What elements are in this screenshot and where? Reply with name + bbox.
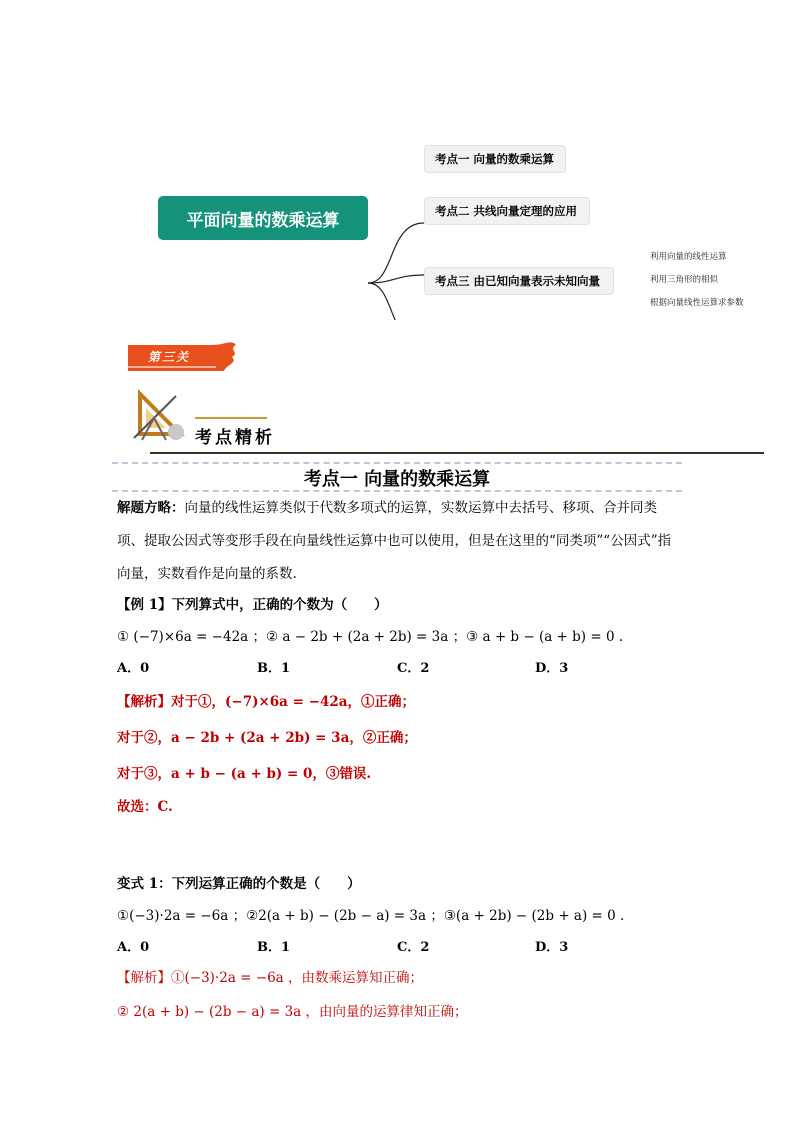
mindmap-branch-3: 考点三 由已知向量表示未知向量 <box>424 267 614 295</box>
variant1-analysis-line-1 <box>117 966 423 986</box>
method-text: 向量的线性运算类似于代数多项式的运算，实数运算中去括号、移项、合并同类项、提取公因式等变形手段在向量线性运算中也可以使用，但是在这里的“同类项”“公因式”指向量，实数看作是向量的系数. <box>117 500 672 582</box>
section-header-accent <box>195 417 267 419</box>
mindmap-branch-2: 考点二 共线向量定理的应用 <box>424 197 590 225</box>
example1-formulas: ① (−7)×6a = −42a ；② a − 2b + (2a + 2b) = 3a ；③ a + b − (a + b) = 0 . <box>117 629 624 645</box>
mindmap-leaf-3: 根据向量线性运算求参数 <box>650 298 744 308</box>
example1-analysis-label: 【解析】 <box>117 694 171 710</box>
variant1-option-b: B．1 <box>257 940 291 955</box>
section-divider <box>150 452 764 454</box>
variant1-formulas: ①(−3)·2a = −6a ；②2(a + b) − (2b − a) = 3a ；③(a + 2b) − (2b + a) = 0 . <box>117 908 625 924</box>
dash-line-top <box>112 462 682 464</box>
example1-answer: 故选：C. <box>117 799 173 815</box>
example1-option-c: C．2 <box>397 661 430 676</box>
variant1-option-d: D．3 <box>535 940 569 955</box>
ruler-compass-icon <box>132 388 192 446</box>
example1-option-d: D．3 <box>535 661 569 676</box>
example1-option-a: A．0 <box>117 661 150 676</box>
variant1-analysis-line-2: ② 2(a + b) − (2b − a) = 3a ，由向量的运算律知正确； <box>117 1004 468 1020</box>
mindmap-branch-1: 考点一 向量的数乘运算 <box>424 145 566 173</box>
variant1-analysis-label: 【解析】 <box>117 970 171 986</box>
mindmap-leaf-1: 利用向量的线性运算 <box>650 252 727 262</box>
topic-title: 考点一 向量的数乘运算 <box>303 469 491 490</box>
section-header: 考点精析 <box>195 428 275 448</box>
variant1-option-a: A．0 <box>117 940 150 955</box>
stage-badge-text: 第三关 <box>148 350 191 364</box>
method-label: 解题方略： <box>117 500 185 516</box>
mindmap-connectors <box>0 0 794 320</box>
variant1-title: 变式 1：下列运算正确的个数是（ ） <box>117 876 361 892</box>
example1-analysis-line-3: 对于③，a + b − (a + b) = 0，③错误. <box>117 766 372 782</box>
variant1-analysis-text-1: ①(−3)·2a = −6a ，由数乘运算知正确； <box>171 970 423 986</box>
example1-analysis-line-1 <box>117 690 415 710</box>
method-paragraph <box>117 492 682 591</box>
example1-title: 【例 1】下列算式中，正确的个数为（ ） <box>117 597 388 613</box>
mindmap-central-node: 平面向量的数乘运算 <box>158 196 368 240</box>
example1-option-b: B．1 <box>257 661 291 676</box>
example1-analysis-text-1: 对于①，(−7)×6a = −42a，①正确； <box>171 694 415 710</box>
mindmap-leaf-2: 利用三角形的相似 <box>650 275 719 285</box>
example1-analysis-line-2: 对于②，a − 2b + (2a + 2b) = 3a，②正确； <box>117 730 417 746</box>
variant1-option-c: C．2 <box>397 940 430 955</box>
